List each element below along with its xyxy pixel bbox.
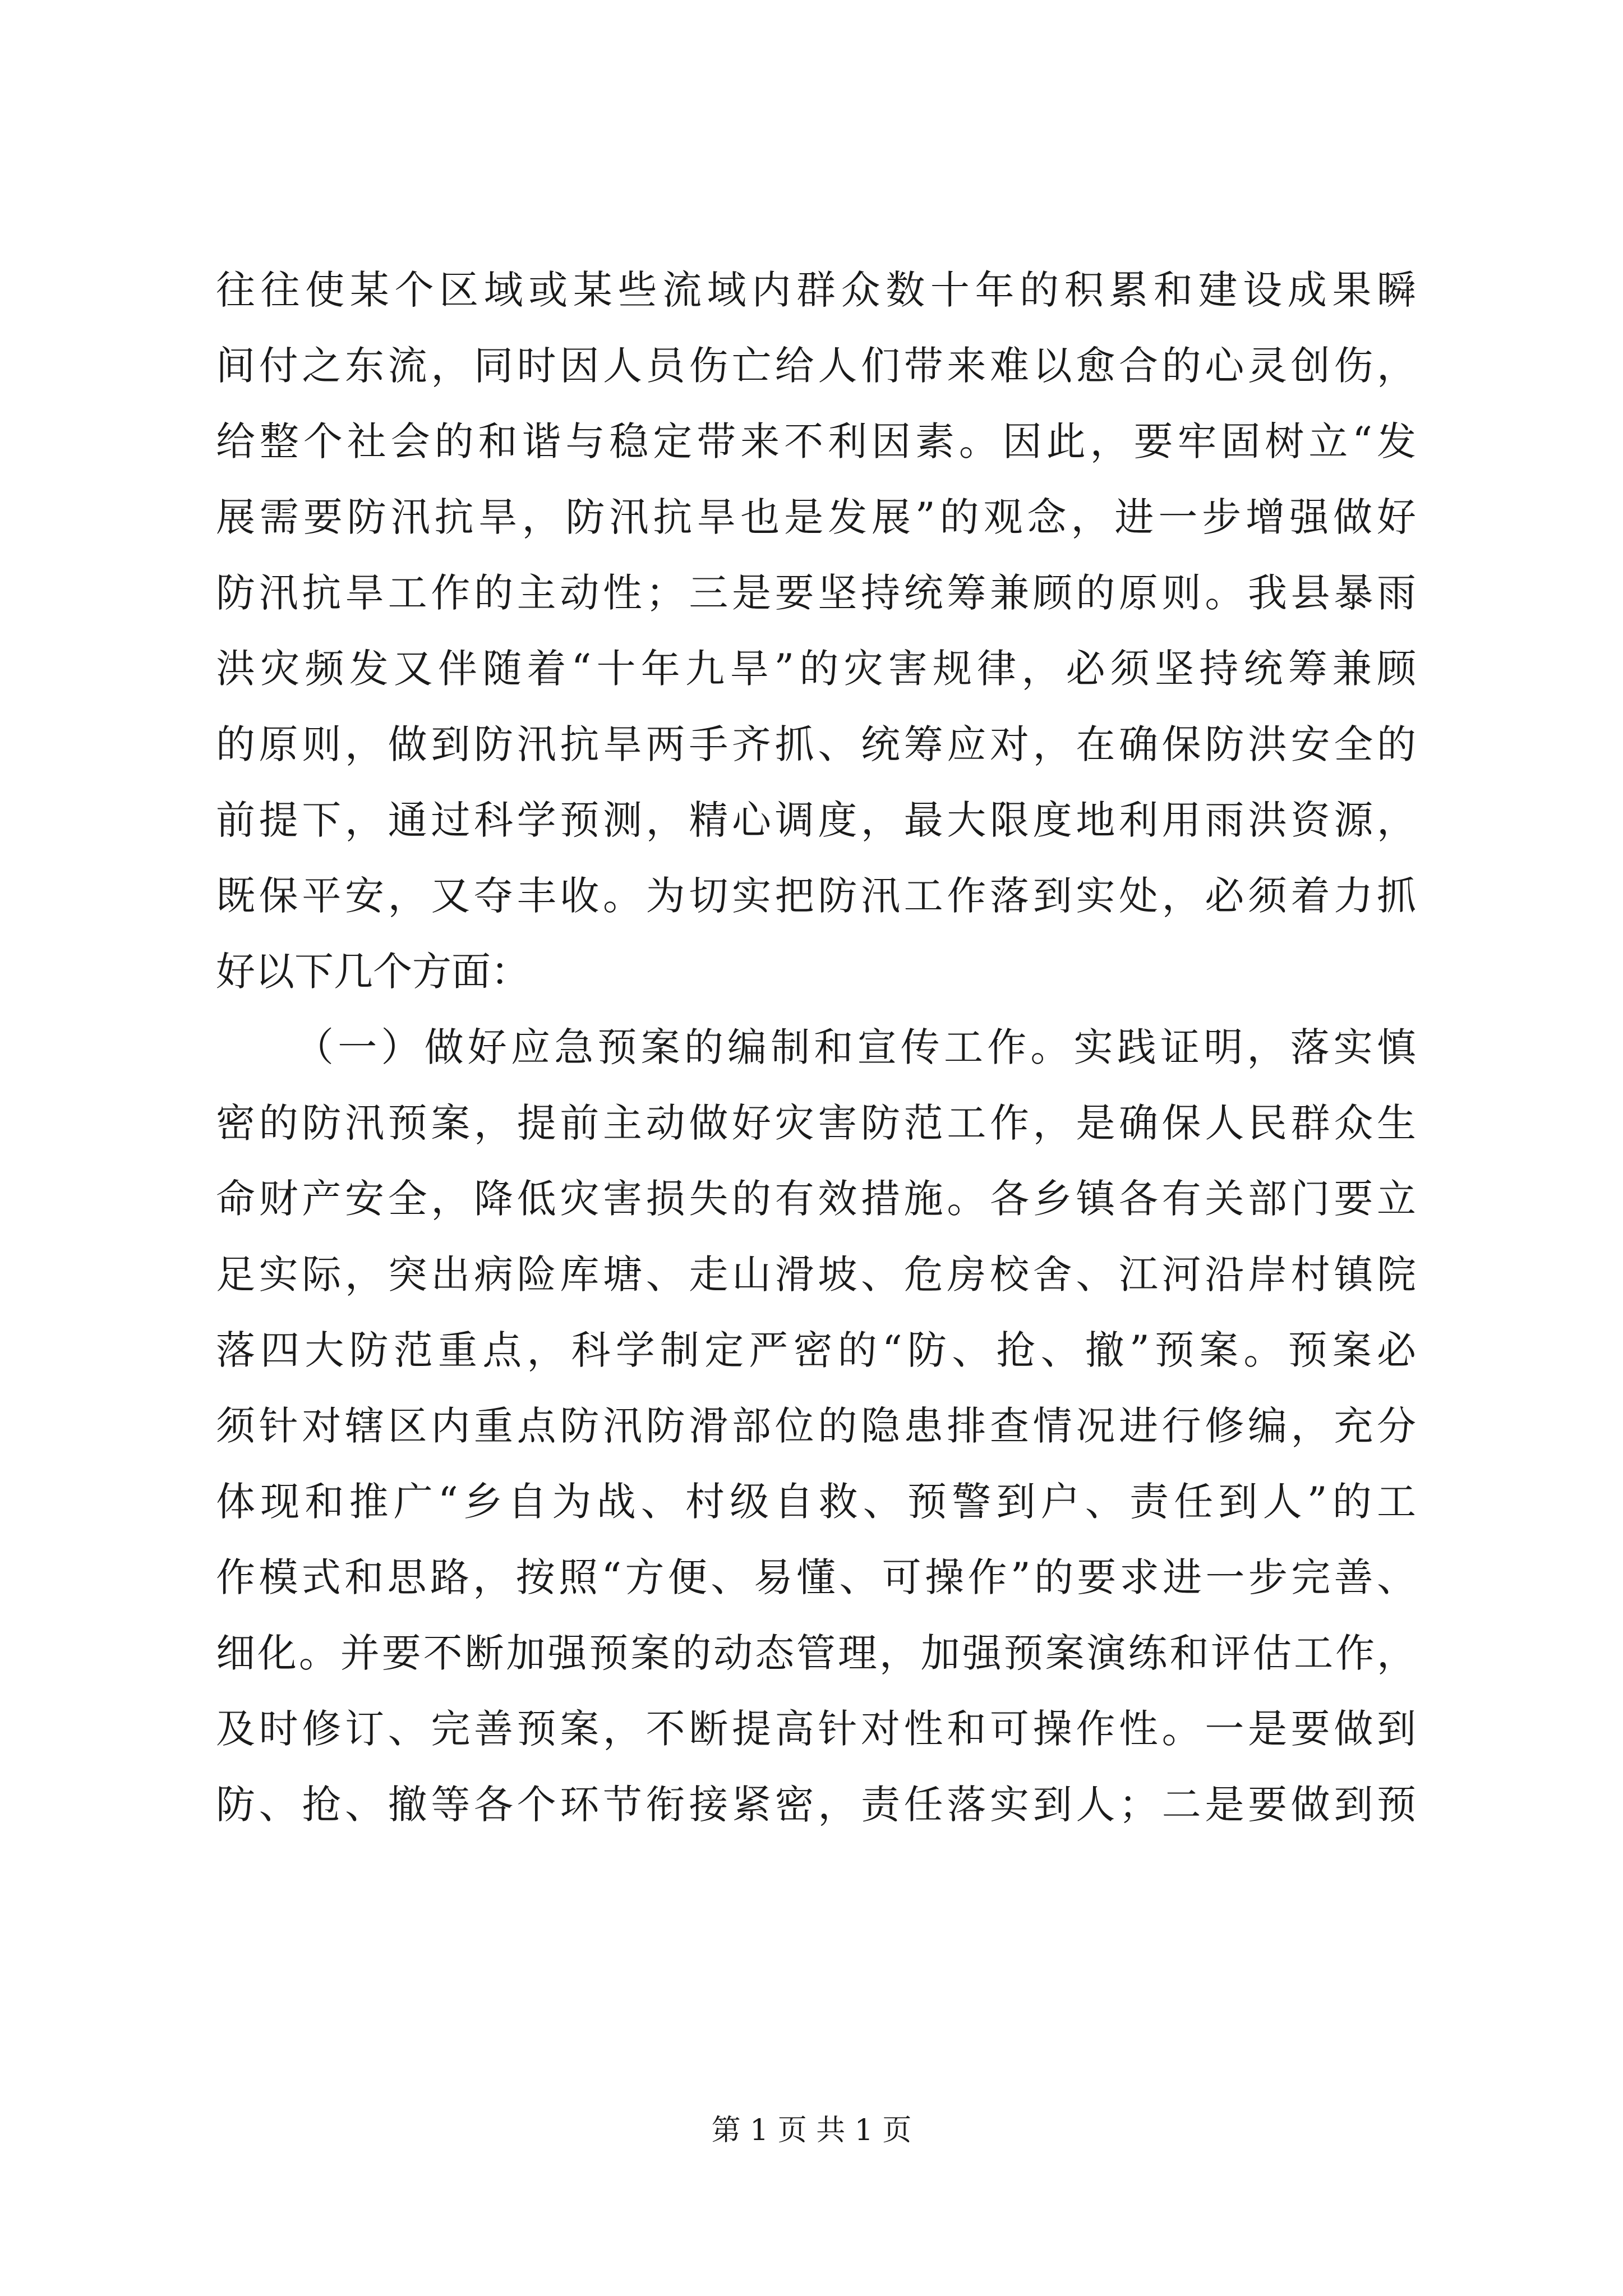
text-line: 密的防汛预案，提前主动做好灾害防范工作，是确保人民群众生 — [216, 1100, 1416, 1146]
text-line: 须针对辖区内重点防汛防滑部位的隐患排查情况进行修编，充分 — [216, 1403, 1416, 1449]
text-line: 足实际，突出病险库塘、走山滑坡、危房校舍、江河沿岸村镇院 — [216, 1251, 1416, 1297]
text-line: 洪灾频发又伴随着“十年九旱”的灾害规律，必须坚持统筹兼顾 — [216, 646, 1416, 692]
text-line: 及时修订、完善预案，不断提高针对性和可操作性。一是要做到 — [216, 1706, 1416, 1752]
text-line: （一）做好应急预案的编制和宣传工作。实践证明，落实慎 — [294, 1024, 1416, 1070]
text-line: 展需要防汛抗旱，防汛抗旱也是发展”的观念，进一步增强做好 — [216, 494, 1416, 540]
text-line: 防、抢、撤等各个环节衔接紧密，责任落实到人；二是要做到预 — [216, 1782, 1416, 1828]
text-line: 作模式和思路，按照“方便、易懂、可操作”的要求进一步完善、 — [216, 1554, 1416, 1600]
text-line: 往往使某个区域或某些流域内群众数十年的积累和建设成果瞬 — [216, 267, 1416, 313]
text-line: 细化。并要不断加强预案的动态管理，加强预案演练和评估工作， — [216, 1630, 1416, 1676]
text-line: 防汛抗旱工作的主动性；三是要坚持统筹兼顾的原则。我县暴雨 — [216, 570, 1416, 616]
text-line: 给整个社会的和谐与稳定带来不利因素。因此，要牢固树立“发 — [216, 418, 1416, 464]
text-line: 体现和推广“乡自为战、村级自救、预警到户、责任到人”的工 — [216, 1479, 1416, 1525]
text-line: 落四大防范重点，科学制定严密的“防、抢、撤”预案。预案必 — [216, 1327, 1416, 1373]
text-line: 前提下，通过科学预测，精心调度，最大限度地利用雨洪资源， — [216, 797, 1416, 843]
text-line: 的原则，做到防汛抗旱两手齐抓、统筹应对，在确保防洪安全的 — [216, 721, 1416, 767]
text-line: 既保平安，又夺丰收。为切实把防汛工作落到实处，必须着力抓 — [216, 873, 1416, 919]
text-line: 好以下几个方面： — [216, 949, 530, 995]
text-line: 命财产安全，降低灾害损失的有效措施。各乡镇各有关部门要立 — [216, 1176, 1416, 1222]
text-line: 间付之东流，同时因人员伤亡给人们带来难以愈合的心灵创伤， — [216, 343, 1416, 389]
page-number-footer: 第 1 页 共 1 页 — [711, 2114, 912, 2147]
document-body — [216, 252, 1416, 1843]
